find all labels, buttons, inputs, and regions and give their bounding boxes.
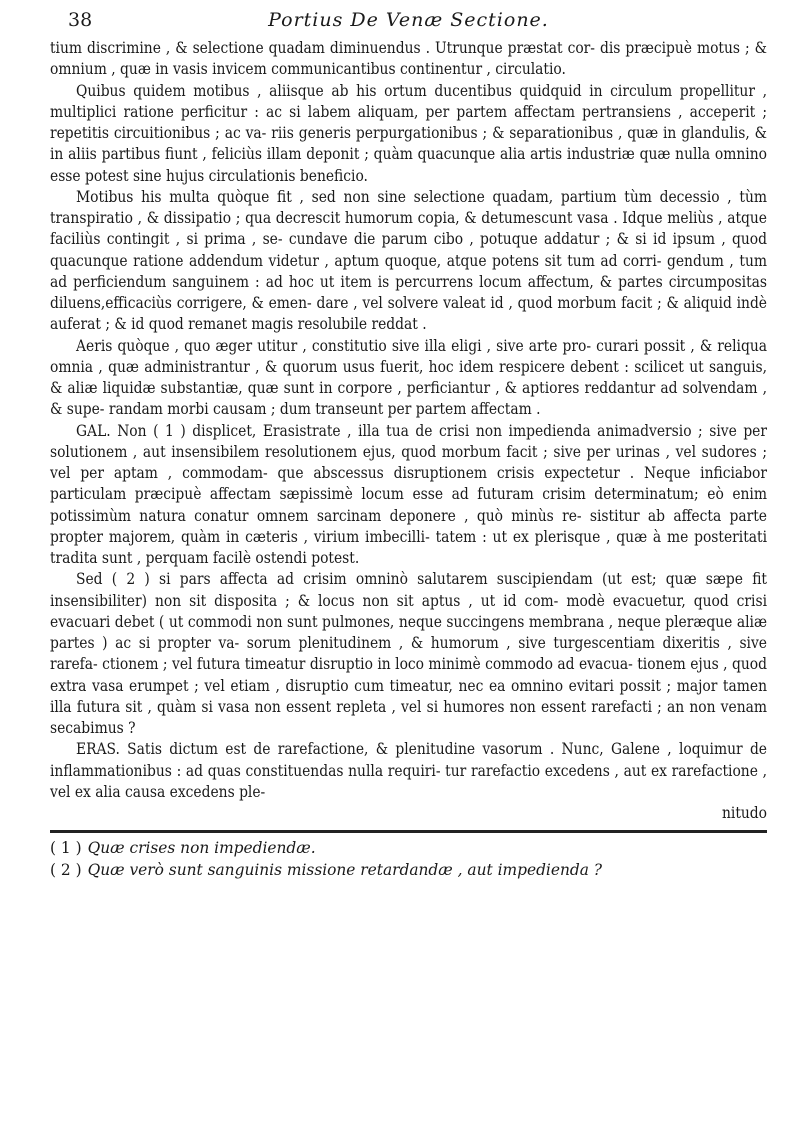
- page-number: 38: [68, 9, 93, 31]
- footnote-text: Quæ verò sunt sanguinis missione retardandæ , aut impedienda ?: [87, 861, 603, 880]
- footnote-divider: [50, 830, 767, 833]
- catchword: nitudo: [721, 804, 767, 822]
- running-title: Portius De Venæ Sectione.: [268, 9, 549, 31]
- paragraph: Motibus his multa quòque fit , sed non sine selectione quadam, partium tùm decessio , tùm transpiratio , & dissipatio ; qua decrescit humorum copia, & detumescunt vasa . Idque meliùs , atque faciliùs contingit , si prima , se- cundave die parum cibo , potuque addatur ; & si id ipsum , quod quacunque ratione addendum videtur , aptum quoque, atque potens sit tum ad corri- gendum , tum ad perficiendum sanguinem : ad hoc ut item is percurrens locum affectum, & partes circumpositas diluens,efficaciùs corrigere, & emen- dare , vel solvere valeat id , quod morbum facit ; & aliquid indè auferat ; & id quod remanet magis resolubile reddat .: [50, 187, 767, 334]
- paragraph: Aeris quòque , quo æger utitur , constitutio sive illa eligi , sive arte pro- curari possit , & reliqua omnia , quæ administrantur , & quorum usus fuerit, hoc idem respicere debent : scilicet ut sanguis, & aliæ liquidæ substantiæ, quæ sunt in corpore , perficiantur , & aptiores reddantur ad solvendam , & supe- randam morbi causam ; dum transeunt per partem affectam .: [50, 336, 767, 419]
- footnote: [50, 837, 767, 859]
- paragraph: GAL. Non ( 1 ) displicet, Erasistrate , illa tua de crisi non impedienda animadversio ; sive per solutionem , aut insensibilem resolutionem ejus, quod morbum facit ; sive per urinas , vel sudores ; vel per aptam , commodam- que abscessus disruptionem crisis expectetur . Neque inficiabor particulam præcipuè affectam sæpissimè locum esse ad futuram crisim determinatum; eò enim potissimùm natura conatur omnem sarcinam deponere , quò minùs re- sistitur ab affecta parte propter majorem, quàm in cæteris , virium imbecilli- tatem : ut ex plerisque , quæ à me posteritati tradita sunt , perquam facilè ostendi potest.: [50, 421, 767, 567]
- page-header: [50, 4, 767, 36]
- footnote-mark: ( 2 ): [50, 861, 82, 880]
- paragraph: ERAS. Satis dictum est de rarefactione, & plenitudine vasorum . Nunc, Galene , loquimur de inflammationibus : ad quas constituendas nulla requiri- tur rarefactio excedens , aut ex rarefactione , vel ex alia causa excedens ple-: [50, 740, 767, 801]
- footnote-text: Quæ crises non impediendæ.: [87, 839, 316, 858]
- footnote: [50, 859, 767, 881]
- paragraph: tium discrimine , & selectione quadam diminuendus . Utrunque præstat cor- dis præcipuè motus ; & omnium , quæ in vasis invicem communicantibus continentur , circulatio.: [50, 39, 767, 79]
- paragraph: Quibus quidem motibus , aliisque ab his ortum ducentibus quidquid in circulum propellitur , multiplici ratione perficitur : ac si labem aliquam, per partem affectam pertransiens , acceperit ; repetitis circuitionibus ; ac va- riis generis perpurgationibus ; & separationibus , quæ in glandulis, & in aliis partibus fiunt , feliciùs illam deponit ; quàm quacunque alia artis industriæ quæ nulla omnino esse potest sine hujus circulationis beneficio.: [50, 81, 767, 185]
- paragraph: Sed ( 2 ) si pars affecta ad crisim omninò salutarem suscipiendam (ut est; quæ sæpe fit insensibiliter) non sit disposita ; & locus non sit aptus , ut id com- modè evacuetur, quod crisi evacuari debet ( ut commodi non sunt pulmones, neque succingens membrana , neque pleræque aliæ partes ) ac si propter va- sorum plenitudinem , & humorum , sive turgescentiam dixeritis , sive rarefa- ctionem ; vel futura timeatur disruptio in loco minimè commodo ad evacua- tionem ejus , quod extra vasa erumpet ; vel etiam , disruptio cum timeatur, nec ea omnino evitari possit ; major tamen illa futura sit , quàm si vasa non essent repleta , vel si humores non essent rarefacti ; an non venam secabimus ?: [50, 570, 767, 737]
- footnotes: [50, 837, 767, 881]
- body-text: [50, 38, 767, 824]
- footnote-mark: ( 1 ): [50, 839, 82, 858]
